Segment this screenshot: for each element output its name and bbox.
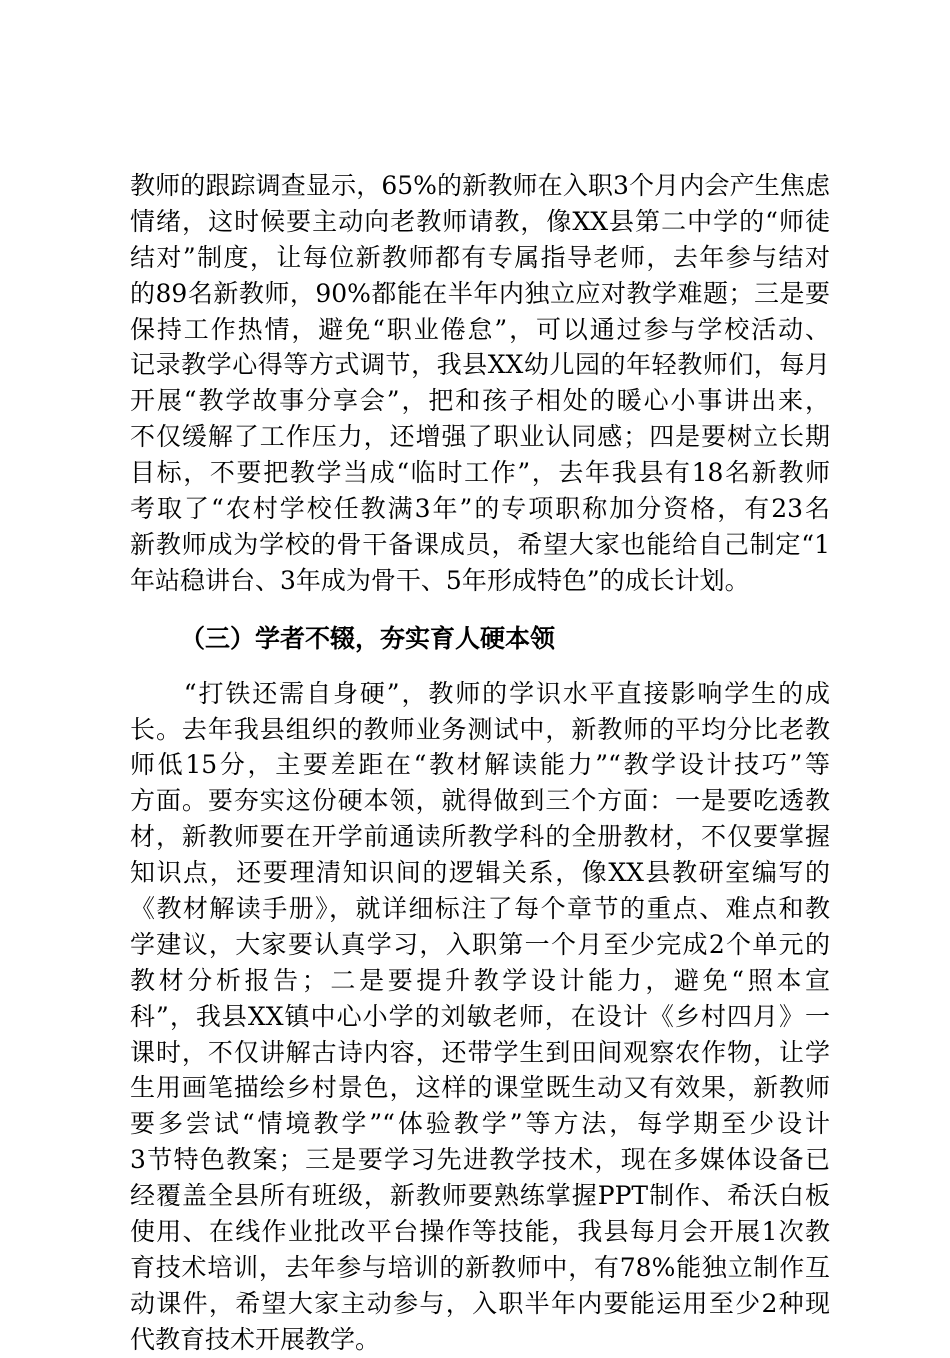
paragraph-section-three [130,676,830,1358]
text-line: 要多尝试“情境教学”“体验教学”等方法，每学期至少设计 [130,1109,830,1139]
text-line: 育技术培训，去年参与培训的新教师中，有78%能独立制作互 [130,1252,830,1282]
text-line: 结对”制度，让每位新教师都有专属指导老师，去年参与结对 [130,242,830,272]
text-line: 保持工作热情，避免“职业倦怠”，可以通过参与学校活动、 [130,314,830,344]
text-line: 方面。要夯实这份硬本领，就得做到三个方面：一是要吃透教 [130,786,830,816]
text-line: 记录教学心得等方式调节，我县XX幼儿园的年轻教师们，每月 [130,350,830,380]
text-line: 动课件，希望大家主动参与，入职半年内要能运用至少2种现 [130,1288,830,1318]
text-line: 经覆盖全县所有班级，新教师要熟练掌握PPT制作、希沃白板 [130,1181,830,1211]
text-line: 开展“教学故事分享会”，把和孩子相处的暖心小事讲出来， [130,386,830,416]
text-line: 师低15分，主要差距在“教材解读能力”“教学设计技巧”等 [130,750,830,780]
text-line: 情绪，这时候要主动向老教师请教，像XX县第二中学的“师徒 [130,206,830,236]
text-line: 教师的跟踪调查显示，65%的新教师在入职3个月内会产生焦虑 [130,171,830,200]
text-line: 3节特色教案；三是要学习先进教学技术，现在多媒体设备已 [130,1145,830,1175]
section-heading: （三）学者不辍，夯实育人硬本领 [180,623,556,653]
text-line: 目标，不要把教学当成“临时工作”，去年我县有18名新教师 [130,458,830,488]
text-line: 科”，我县XX镇中心小学的刘敏老师，在设计《乡村四月》一 [130,1001,830,1031]
text-line: 知识点，还要理清知识间的逻辑关系，像XX县教研室编写的 [130,858,830,888]
text-line: 年站稳讲台、3年成为骨干、5年形成特色”的成长计划。 [130,565,750,595]
text-line: 代教育技术开展教学。 [130,1324,381,1354]
text-line: 学建议，大家要认真学习，入职第一个月至少完成2个单元的 [130,929,830,959]
text-line: 教材分析报告；二是要提升教学设计能力，避免“照本宣 [130,965,830,995]
paragraph-continuation [130,168,830,599]
text-line: 生用画笔描绘乡村景色，这样的课堂既生动又有效果，新教师 [130,1073,830,1103]
text-line: 新教师成为学校的骨干备课成员，希望大家也能给自己制定“1 [130,529,830,559]
text-line: 《教材解读手册》，就详细标注了每个章节的重点、难点和教 [130,894,830,924]
text-line: 材，新教师要在开学前通读所教学科的全册教材，不仅要掌握 [130,822,830,852]
text-line: 使用、在线作业批改平台操作等技能，我县每月会开展1次教 [130,1217,830,1247]
text-line: 不仅缓解了工作压力，还增强了职业认同感；四是要树立长期 [130,422,830,452]
document-page [130,168,830,1358]
text-line: 长。去年我县组织的教师业务测试中，新教师的平均分比老教 [130,714,830,744]
text-line: 考取了“农村学校任教满3年”的专项职称加分资格，有23名 [130,494,830,524]
text-line: 的89名新教师，90%都能在半年内独立应对教学难题；三是要 [130,278,830,308]
text-line: “打铁还需自身硬”，教师的学识水平直接影响学生的成 [130,678,830,708]
text-line: 课时，不仅讲解古诗内容，还带学生到田间观察农作物，让学 [130,1037,830,1067]
